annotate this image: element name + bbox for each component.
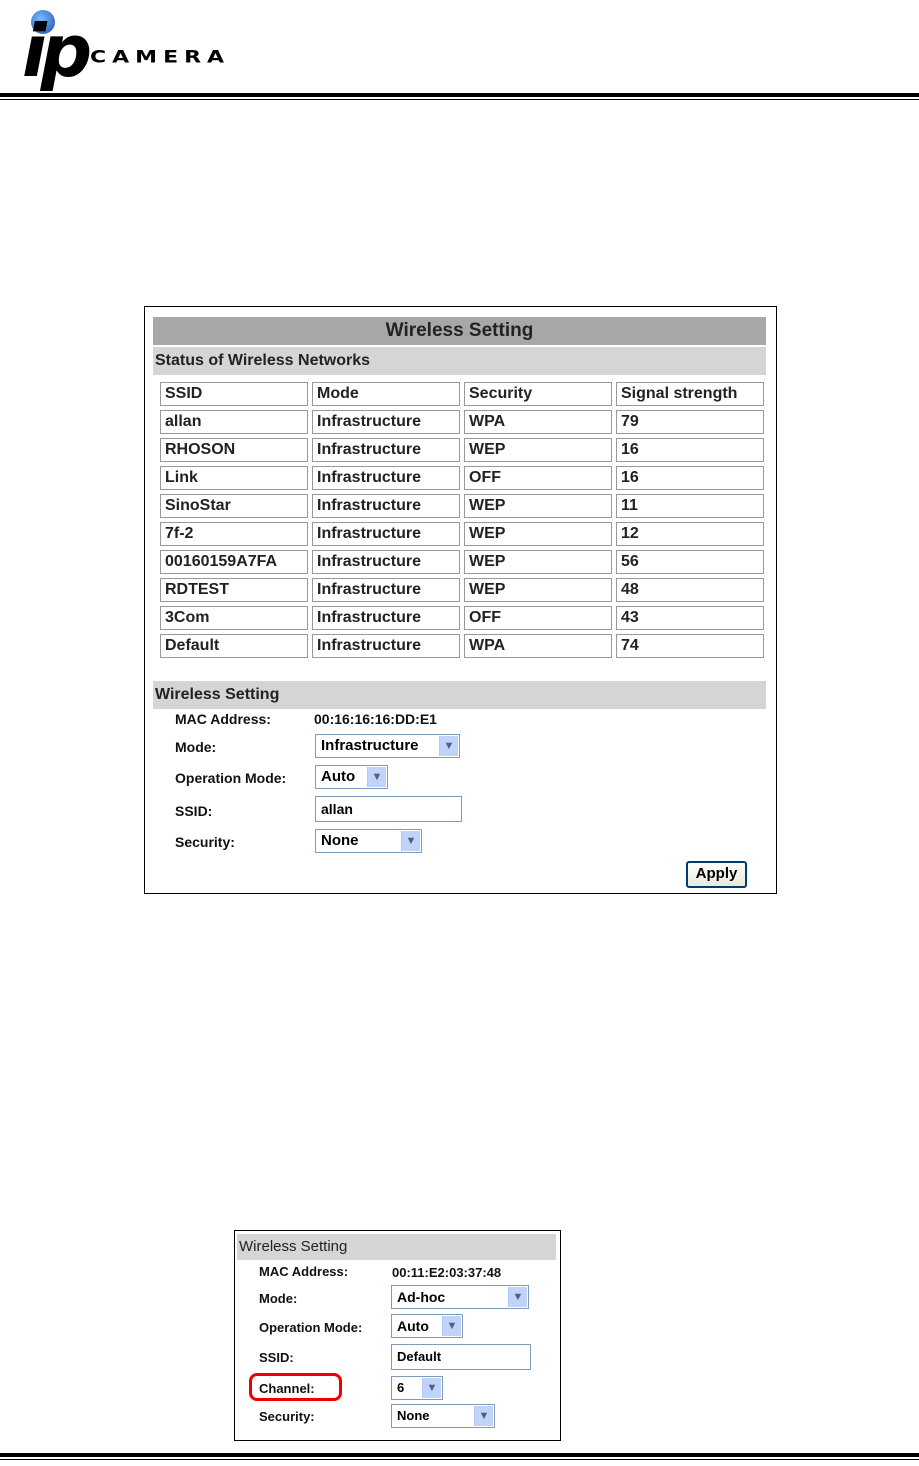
mac-address-label: MAC Address: [175,711,271,727]
wireless-setting-adhoc-panel [234,1230,561,1441]
mode-select[interactable] [315,734,460,758]
cell-security: WEP [464,550,612,574]
cell-mode: Infrastructure [312,522,460,546]
table-row [160,466,764,490]
operation-mode-label: Operation Mode: [259,1320,363,1335]
table-row [160,578,764,602]
table-row [160,634,764,658]
cell-security: OFF [464,606,612,630]
table-header-row [160,382,764,406]
security-select-value: None [397,1408,430,1423]
table-row [160,494,764,518]
mode-label: Mode: [259,1291,298,1306]
mode-label: Mode: [175,739,217,755]
column-header-mode: Mode [312,382,460,406]
settings-section-header: Wireless Setting [237,1234,556,1260]
operation-mode-select[interactable] [315,765,388,789]
cell-mode: Infrastructure [312,466,460,490]
table-row [160,522,764,546]
cell-mode: Infrastructure [312,550,460,574]
security-select[interactable] [391,1404,495,1428]
cell-security: WEP [464,494,612,518]
logo-camera-text: CAMERA [90,48,231,67]
footer-rule-thin [0,1459,919,1460]
channel-label: Channel: [259,1381,315,1396]
column-header-security: Security [464,382,612,406]
mode-select-value: Infrastructure [321,737,419,754]
cell-ssid: RHOSON [160,438,308,462]
cell-signal-strength: 16 [616,466,764,490]
chevron-down-icon[interactable]: ▼ [508,1287,527,1307]
cell-signal-strength: 16 [616,438,764,462]
apply-button[interactable]: Apply [686,861,747,888]
cell-ssid: Link [160,466,308,490]
cell-signal-strength: 56 [616,550,764,574]
ssid-label: SSID: [259,1350,294,1365]
chevron-down-icon[interactable]: ▼ [474,1406,493,1426]
wireless-setting-panel [144,306,777,894]
cell-mode: Infrastructure [312,494,460,518]
ssid-label: SSID: [175,803,213,819]
table-row [160,606,764,630]
cell-ssid: SinoStar [160,494,308,518]
operation-mode-select[interactable] [391,1314,463,1338]
cell-ssid: RDTEST [160,578,308,602]
security-select-value: None [321,832,359,849]
mode-select[interactable] [391,1285,529,1309]
security-label: Security: [259,1409,315,1424]
cell-ssid: 00160159A7FA [160,550,308,574]
cell-signal-strength: 79 [616,410,764,434]
cell-signal-strength: 11 [616,494,764,518]
cell-security: WPA [464,410,612,434]
chevron-down-icon[interactable]: ▼ [439,736,458,756]
header-rule [0,93,919,97]
cell-security: WEP [464,438,612,462]
cell-signal-strength: 12 [616,522,764,546]
column-header-signal-strength: Signal strength [616,382,764,406]
status-section-header: Status of Wireless Networks [153,347,766,375]
panel-title: Wireless Setting [153,317,766,345]
wireless-networks-table [156,378,768,662]
channel-select[interactable] [391,1376,443,1400]
cell-mode: Infrastructure [312,410,460,434]
ssid-input[interactable]: Default [391,1344,531,1370]
cell-signal-strength: 48 [616,578,764,602]
cell-ssid: 7f-2 [160,522,308,546]
chevron-down-icon[interactable]: ▼ [401,831,420,851]
table-row [160,438,764,462]
chevron-down-icon[interactable]: ▼ [442,1316,461,1336]
security-label: Security: [175,834,235,850]
cell-mode: Infrastructure [312,606,460,630]
operation-mode-value: Auto [397,1318,429,1334]
table-row [160,410,764,434]
cell-mode: Infrastructure [312,438,460,462]
column-header-ssid: SSID [160,382,308,406]
operation-mode-value: Auto [321,768,356,785]
operation-mode-label: Operation Mode: [175,770,287,786]
ssid-input[interactable]: allan [315,796,462,822]
cell-security: WEP [464,578,612,602]
chevron-down-icon[interactable]: ▼ [422,1378,441,1398]
ip-camera-logo [8,5,268,95]
mac-address-value: 00:11:E2:03:37:48 [392,1265,502,1280]
mac-address-label: MAC Address: [259,1264,349,1279]
settings-section-header: Wireless Setting [153,681,766,709]
cell-security: OFF [464,466,612,490]
cell-signal-strength: 74 [616,634,764,658]
table-row [160,550,764,574]
mac-address-value: 00:16:16:16:DD:E1 [314,711,437,727]
cell-security: WEP [464,522,612,546]
mode-select-value: Ad-hoc [397,1289,446,1305]
footer-rule [0,1453,919,1457]
header-rule-thin [0,99,919,100]
security-select[interactable] [315,829,422,853]
cell-ssid: Default [160,634,308,658]
logo-ip-text: ip [22,9,87,93]
channel-select-value: 6 [397,1380,405,1395]
cell-mode: Infrastructure [312,634,460,658]
cell-ssid: 3Com [160,606,308,630]
cell-ssid: allan [160,410,308,434]
cell-mode: Infrastructure [312,578,460,602]
cell-security: WPA [464,634,612,658]
cell-signal-strength: 43 [616,606,764,630]
chevron-down-icon[interactable]: ▼ [367,767,386,787]
